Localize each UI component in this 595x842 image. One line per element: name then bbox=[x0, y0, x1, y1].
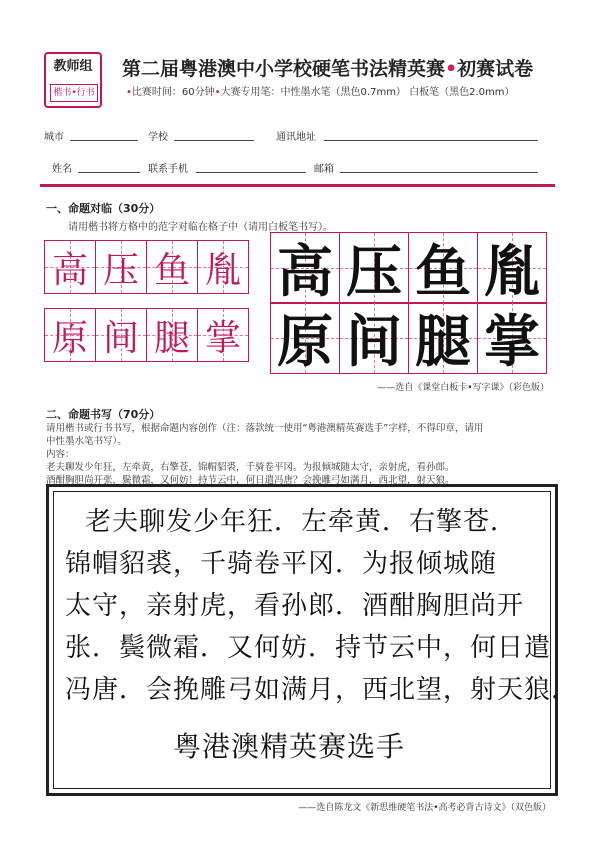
phone-label: 联系手机 bbox=[148, 164, 188, 175]
grid-cell bbox=[271, 303, 340, 373]
school-label: 学校 bbox=[148, 132, 168, 143]
name-field[interactable] bbox=[78, 172, 140, 173]
grid-cell bbox=[198, 241, 248, 293]
section2-title: 二、命题书写（70分） bbox=[46, 408, 161, 421]
info-bullet: • bbox=[214, 87, 221, 98]
title-main: 第二届粤港澳中小学校硬笔书法精英赛 bbox=[122, 58, 446, 80]
grid-cell bbox=[45, 241, 96, 293]
address-label: 通讯地址 bbox=[276, 132, 316, 143]
grid-cell bbox=[147, 241, 198, 293]
copy-grid-row2 bbox=[44, 308, 249, 362]
name-label: 姓名 bbox=[52, 164, 72, 175]
model-char: 间 bbox=[346, 309, 402, 375]
model-char: 压 bbox=[346, 239, 402, 305]
poem-line: 老夫聊发少年狂，左牵黄，右擎苍，锦帽貂裘，千骑卷平冈。为报倾城随太守，亲射虎，看孙郎。 bbox=[46, 462, 455, 473]
signature: 粤港澳精英赛选手 bbox=[173, 730, 406, 763]
section1-credit: ——选自《课堂白板卡•写字课》（彩色版） bbox=[377, 383, 549, 393]
sample-char: 间 bbox=[102, 317, 139, 359]
city-field[interactable] bbox=[70, 140, 138, 141]
instruction-line: 请用楷书或行书书写，根据命题内容创作（注：落款统一使用“粤港澳精英赛选手”字样，不得印章，请用 bbox=[46, 423, 484, 434]
sample-char: 掌 bbox=[204, 317, 241, 359]
title-dot: • bbox=[445, 58, 458, 80]
grid-cell bbox=[478, 303, 546, 373]
handwriting-line: 锦帽貂裘，千骑卷平冈．为报倾城随 bbox=[65, 549, 498, 579]
section2-instructions bbox=[46, 422, 556, 487]
sample-grid-row2 bbox=[270, 302, 547, 374]
email-field[interactable] bbox=[340, 172, 538, 173]
title-suffix: 初赛试卷 bbox=[457, 58, 534, 80]
section1-title: 一、命题对临（30分） bbox=[46, 202, 161, 215]
grid-cell bbox=[340, 303, 409, 373]
model-char: 原 bbox=[277, 309, 333, 375]
model-char: 胤 bbox=[484, 239, 540, 305]
badge-style-label: 楷书•行书 bbox=[50, 84, 98, 102]
exam-info bbox=[126, 83, 515, 98]
school-field[interactable] bbox=[174, 140, 254, 141]
badge-group-label: 教师组 bbox=[53, 59, 93, 74]
sample-char: 胤 bbox=[204, 249, 241, 291]
sample-char: 腿 bbox=[153, 317, 190, 359]
page-title bbox=[122, 54, 533, 81]
copy-grid-row1 bbox=[44, 240, 249, 294]
handwriting-line: 老夫聊发少年狂．左牵黄．右擎苍． bbox=[85, 507, 518, 537]
model-char: 腿 bbox=[415, 309, 471, 375]
sample-char: 鱼 bbox=[153, 249, 190, 291]
handwriting-line: 太守，亲射虎，看孙郎．酒酣胸胆尚开 bbox=[65, 591, 525, 621]
section1-instruction: 请用楷书将方格中的范字对临在格子中（请用白板笔书写）。 bbox=[68, 222, 333, 233]
sample-grid-row1 bbox=[270, 232, 547, 304]
header-divider bbox=[40, 184, 555, 187]
grid-cell bbox=[147, 309, 198, 361]
grid-cell bbox=[409, 233, 478, 303]
exam-pens: 大赛专用笔：中性墨水笔（黑色0.7mm） 白板笔（黑色2.0mm） bbox=[220, 87, 515, 98]
exam-time: 比赛时间：60分钟 bbox=[131, 87, 215, 98]
city-label: 城市 bbox=[44, 132, 64, 143]
grid-cell bbox=[271, 233, 340, 303]
email-label: 邮箱 bbox=[314, 164, 334, 175]
phone-field[interactable] bbox=[196, 172, 306, 173]
handwriting-line: 冯唐．会挽雕弓如满月，西北望，射天狼． bbox=[65, 675, 579, 705]
grid-cell bbox=[96, 309, 147, 361]
grid-cell bbox=[96, 241, 147, 293]
grid-cell bbox=[478, 233, 546, 303]
instruction-line: 中性墨水笔书写）。 bbox=[46, 436, 127, 447]
sample-char: 高 bbox=[51, 249, 88, 291]
section2-credit: ——选自陈龙文《新思维硬笔书法•高考必背古诗文》（双色版） bbox=[298, 803, 551, 813]
model-char: 高 bbox=[277, 239, 333, 305]
poem-line: 酒酣胸胆尚开张，鬓微霜，又何妨！持节云中，何日遣冯唐？会挽雕弓如满月，西北望，射天狼。 bbox=[46, 475, 455, 486]
model-char: 鱼 bbox=[415, 239, 471, 305]
grid-cell bbox=[45, 309, 96, 361]
handwriting-line: 张．鬓微霜．又何妨．持节云中，何日遣 bbox=[65, 633, 552, 663]
sample-char: 原 bbox=[51, 317, 88, 359]
grid-cell bbox=[409, 303, 478, 373]
address-field[interactable] bbox=[324, 140, 538, 141]
grid-cell bbox=[198, 309, 248, 361]
writing-frame bbox=[46, 484, 579, 796]
content-label: 内容： bbox=[46, 449, 75, 460]
info-bullet: • bbox=[126, 87, 132, 98]
teacher-group-badge bbox=[44, 52, 102, 108]
model-char: 掌 bbox=[484, 309, 540, 375]
sample-char: 压 bbox=[102, 249, 139, 291]
grid-cell bbox=[340, 233, 409, 303]
